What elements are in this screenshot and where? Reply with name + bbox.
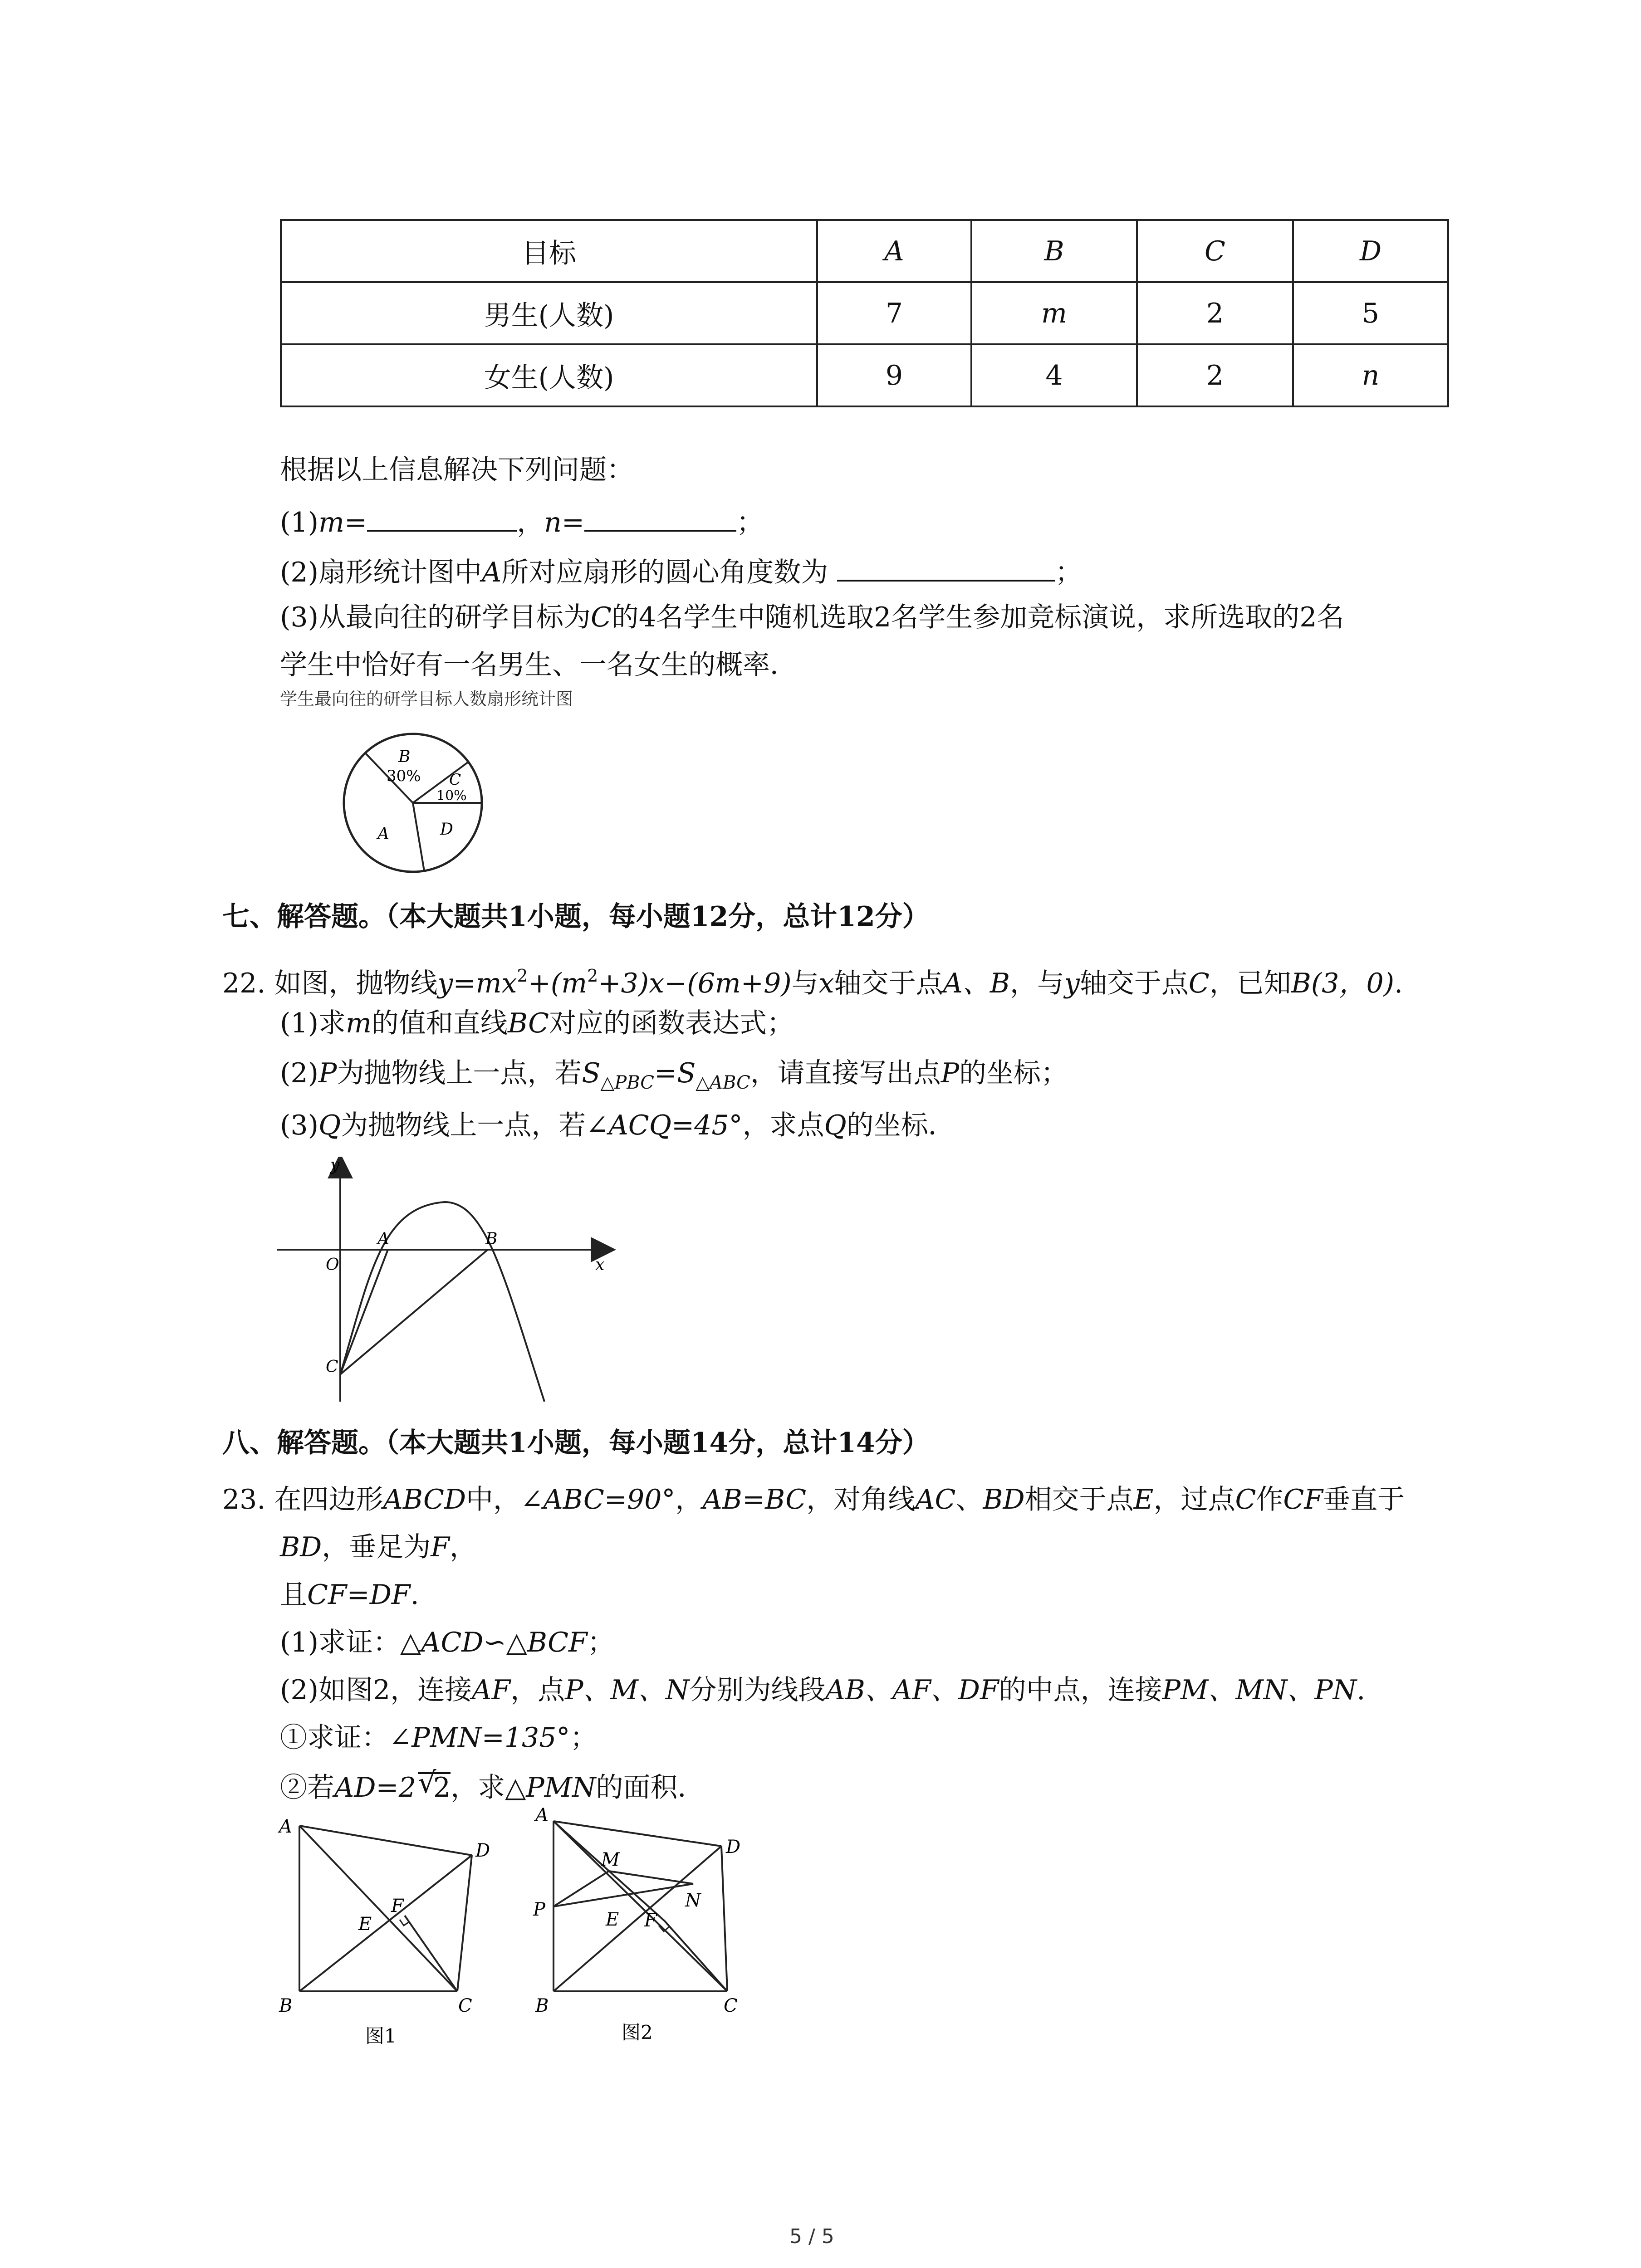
- q21-part1: [280, 503, 764, 539]
- text: 如图，抛物线: [274, 968, 438, 999]
- formula: 2: [517, 966, 528, 986]
- var: C: [591, 601, 612, 633]
- var: ABCD: [383, 1484, 466, 1515]
- text: ，与: [1009, 968, 1064, 999]
- q21-intro: 根据以上信息解决下列问题：: [280, 454, 634, 486]
- text: 中，: [466, 1484, 521, 1515]
- formula: △ACD∽△BCF: [400, 1627, 588, 1658]
- origin-label: O: [326, 1256, 339, 1274]
- q23-sub1: [280, 1721, 597, 1754]
- q21-part3-line2: 学生中恰好有一名男生、一名女生的概率．: [280, 649, 797, 681]
- text: ，求点: [742, 1110, 824, 1141]
- table-row: [281, 282, 1448, 344]
- q23-line1: [222, 1483, 1405, 1516]
- formula: y=mx: [437, 968, 517, 999]
- table-header-cell: 目标: [281, 220, 817, 282]
- fig2-label-P: P: [533, 1899, 545, 1920]
- sqrt-radical: [417, 1766, 451, 1804]
- fig1-label-C: C: [458, 1995, 472, 2016]
- var: P: [941, 1057, 960, 1089]
- text: ，垂足为: [322, 1531, 431, 1563]
- q22-part2: [280, 1057, 1068, 1099]
- text: 轴交于点: [1079, 968, 1189, 999]
- page-number: 5 / 5: [789, 2225, 834, 2248]
- text: 相交于点: [1024, 1484, 1134, 1515]
- var: S: [582, 1057, 601, 1089]
- text: ，过点: [1153, 1484, 1235, 1515]
- var: n: [544, 507, 562, 538]
- var: m: [318, 507, 344, 538]
- text: ，: [449, 1531, 477, 1563]
- question-number: 22.: [222, 968, 266, 999]
- sqrt-sign: √: [417, 1766, 436, 1800]
- fig1-label-A: A: [279, 1816, 292, 1837]
- pie-label-D: D: [440, 820, 453, 839]
- text: =: [344, 507, 367, 538]
- text: ；: [570, 1722, 598, 1754]
- text: 分别为线段: [689, 1674, 826, 1706]
- table-cell: 5: [1293, 282, 1448, 344]
- answer-blank-m[interactable]: [367, 503, 517, 532]
- axis-label-x: x: [595, 1256, 605, 1274]
- fig2-label-N: N: [685, 1890, 701, 1911]
- text: =: [561, 507, 585, 538]
- point-label-B: B: [485, 1230, 498, 1248]
- text: 对应的函数表达式；: [549, 1007, 794, 1039]
- text: (3)从最向往的研学目标为: [280, 601, 591, 633]
- fig1-label-B: B: [279, 1995, 293, 2016]
- text: 的面积．: [596, 1772, 705, 1804]
- table-header-cell: D: [1293, 220, 1448, 282]
- text: (2)扇形统计图中: [280, 557, 482, 588]
- q23-line3: [280, 1579, 419, 1611]
- text: (2)如图2，连接: [280, 1674, 472, 1706]
- var: BC: [507, 1007, 549, 1039]
- text: 的坐标；: [959, 1057, 1068, 1089]
- table-cell: 女生(人数): [281, 344, 817, 406]
- text: .: [1394, 968, 1403, 999]
- figure-1: [272, 1812, 508, 2048]
- fig1-label-E: E: [358, 1914, 372, 1935]
- point-label-C: C: [326, 1358, 338, 1376]
- table-cell: 4: [971, 344, 1137, 406]
- section-heading-8: 八、解答题。（本大题共1小题，每小题14分，总计14分）: [222, 1427, 930, 1459]
- var: S: [677, 1057, 696, 1089]
- pie-chart-figure: [336, 726, 490, 880]
- table-header-cell: A: [817, 220, 971, 282]
- text: (1)求: [280, 1007, 346, 1039]
- figure-2: [522, 1803, 758, 2048]
- text: 的中点，连接: [999, 1674, 1162, 1706]
- var: AF: [472, 1674, 511, 1706]
- text: ①求证：: [280, 1722, 389, 1754]
- q23-part1: [280, 1626, 615, 1659]
- text: 为抛物线上一点，若: [341, 1110, 586, 1141]
- formula: △PMN: [505, 1772, 596, 1804]
- text: 的4名学生中随机选取2名学生参加竞标演说，求所选取的2名: [611, 601, 1344, 633]
- text: (1)求证：: [280, 1627, 400, 1658]
- text: 轴交于点: [834, 968, 943, 999]
- fig1-caption: 图1: [365, 2025, 397, 2047]
- formula: ∠ABC=90°: [520, 1484, 676, 1515]
- fig2-label-C: C: [724, 1995, 738, 2016]
- var: Q: [318, 1110, 341, 1141]
- answer-blank-n[interactable]: [584, 503, 736, 532]
- pie-label-C-pct: 10%: [436, 788, 467, 804]
- pie-label-B-pct: 30%: [387, 767, 421, 785]
- var: m: [346, 1007, 372, 1039]
- var: E: [1133, 1484, 1154, 1515]
- text: (2): [280, 1057, 318, 1089]
- survey-table: [280, 219, 1449, 407]
- var: C: [1235, 1484, 1256, 1515]
- q22-line1: [222, 959, 1403, 1000]
- text: .: [410, 1579, 419, 1611]
- fig2-label-B: B: [535, 1995, 549, 2016]
- text: 作: [1256, 1484, 1283, 1515]
- text: ；: [587, 1627, 615, 1658]
- table-cell: 男生(人数): [281, 282, 817, 344]
- table-header-cell: B: [971, 220, 1137, 282]
- text: (1): [280, 507, 318, 538]
- formula: AB=BC: [702, 1484, 807, 1515]
- var: BD: [280, 1531, 322, 1563]
- q22-part1: [280, 1007, 794, 1040]
- point-label-A: A: [377, 1230, 389, 1248]
- q23-sub2: [280, 1766, 705, 1804]
- fig2-label-F: F: [644, 1910, 657, 1931]
- text: =: [654, 1057, 677, 1089]
- text: 垂直于: [1323, 1484, 1405, 1515]
- var: BD: [983, 1484, 1025, 1515]
- q21-part2: [280, 553, 1082, 589]
- text: 2: [433, 1772, 451, 1804]
- text: 的坐标．: [846, 1110, 955, 1141]
- formula: +3)x−(6m+9): [598, 968, 792, 999]
- axis-label-y: y: [330, 1157, 340, 1174]
- fig2-caption: 图2: [622, 2021, 653, 2043]
- fig2-label-D: D: [726, 1837, 741, 1857]
- text: ，已知: [1209, 968, 1291, 999]
- section-heading-7: 七、解答题。（本大题共1小题，每小题12分，总计12分）: [222, 901, 930, 933]
- table-cell: m: [971, 282, 1137, 344]
- fig2-label-M: M: [601, 1849, 620, 1870]
- fig1-label-F: F: [391, 1896, 404, 1916]
- formula: +(m: [528, 968, 588, 999]
- text: 为抛物线上一点，若: [337, 1057, 582, 1089]
- table-header-cell: C: [1137, 220, 1293, 282]
- text: 所对应扇形的圆心角度数为: [501, 557, 828, 588]
- q22-part3: [280, 1109, 955, 1142]
- text: ，对角线: [806, 1484, 916, 1515]
- var: P: [318, 1057, 337, 1089]
- table-cell: n: [1293, 344, 1448, 406]
- var: CF: [1283, 1484, 1323, 1515]
- text: ，请直接写出点: [750, 1057, 941, 1089]
- var: P、M、N: [565, 1674, 690, 1706]
- table-cell: 2: [1137, 282, 1293, 344]
- text: ，点: [510, 1674, 565, 1706]
- answer-blank-angle[interactable]: [837, 553, 1055, 582]
- text: 的值和直线: [371, 1007, 508, 1039]
- pie-label-A: A: [377, 825, 389, 843]
- pie-label-B: B: [398, 748, 411, 766]
- var: Q: [824, 1110, 847, 1141]
- text: .: [1357, 1674, 1366, 1706]
- text: 、: [955, 1484, 983, 1515]
- formula: ∠ACQ=45°: [586, 1110, 743, 1141]
- table-row: [281, 344, 1448, 406]
- fig1-label-D: D: [475, 1840, 490, 1861]
- text: ②若: [280, 1772, 334, 1804]
- subscript: △PBC: [600, 1072, 654, 1093]
- var: C: [1188, 968, 1210, 999]
- table-cell: 7: [817, 282, 971, 344]
- pie-chart-title: 学生最向往的研学目标人数扇形统计图: [280, 689, 573, 709]
- subscript: △ABC: [696, 1072, 750, 1093]
- formula: AD=2: [334, 1772, 416, 1804]
- var: AC: [915, 1484, 956, 1515]
- formula: 2: [587, 966, 598, 986]
- text: ，: [675, 1484, 703, 1515]
- var: F: [431, 1531, 450, 1563]
- var: x: [818, 968, 834, 999]
- text: ，: [517, 507, 544, 538]
- q21-part3: [280, 601, 1344, 634]
- formula: CF=DF: [307, 1579, 411, 1611]
- var: y: [1064, 968, 1080, 999]
- var: A、B: [943, 968, 1010, 999]
- table-cell: 9: [817, 344, 971, 406]
- text: 与: [791, 968, 819, 999]
- var: B(3，0): [1291, 968, 1395, 999]
- parabola-figure: [272, 1157, 626, 1411]
- var: AB、AF、DF: [825, 1674, 999, 1706]
- fig2-label-A: A: [535, 1805, 549, 1826]
- q23-line2: [280, 1531, 477, 1564]
- text: 在四边形: [274, 1484, 383, 1515]
- fig2-label-E: E: [606, 1909, 619, 1930]
- text: (3): [280, 1110, 318, 1141]
- formula: ∠PMN=135°: [389, 1722, 570, 1754]
- var: PM、MN、PN: [1162, 1674, 1357, 1706]
- text: ；: [1055, 557, 1083, 588]
- text: 且: [280, 1579, 307, 1611]
- table-cell: 2: [1137, 344, 1293, 406]
- pie-label-C: C: [449, 771, 461, 789]
- text: ，求: [451, 1772, 505, 1804]
- question-number: 23.: [222, 1484, 266, 1515]
- var: A: [482, 557, 502, 588]
- text: ；: [736, 507, 764, 538]
- q23-part2: [280, 1674, 1365, 1706]
- table-row: [281, 220, 1448, 282]
